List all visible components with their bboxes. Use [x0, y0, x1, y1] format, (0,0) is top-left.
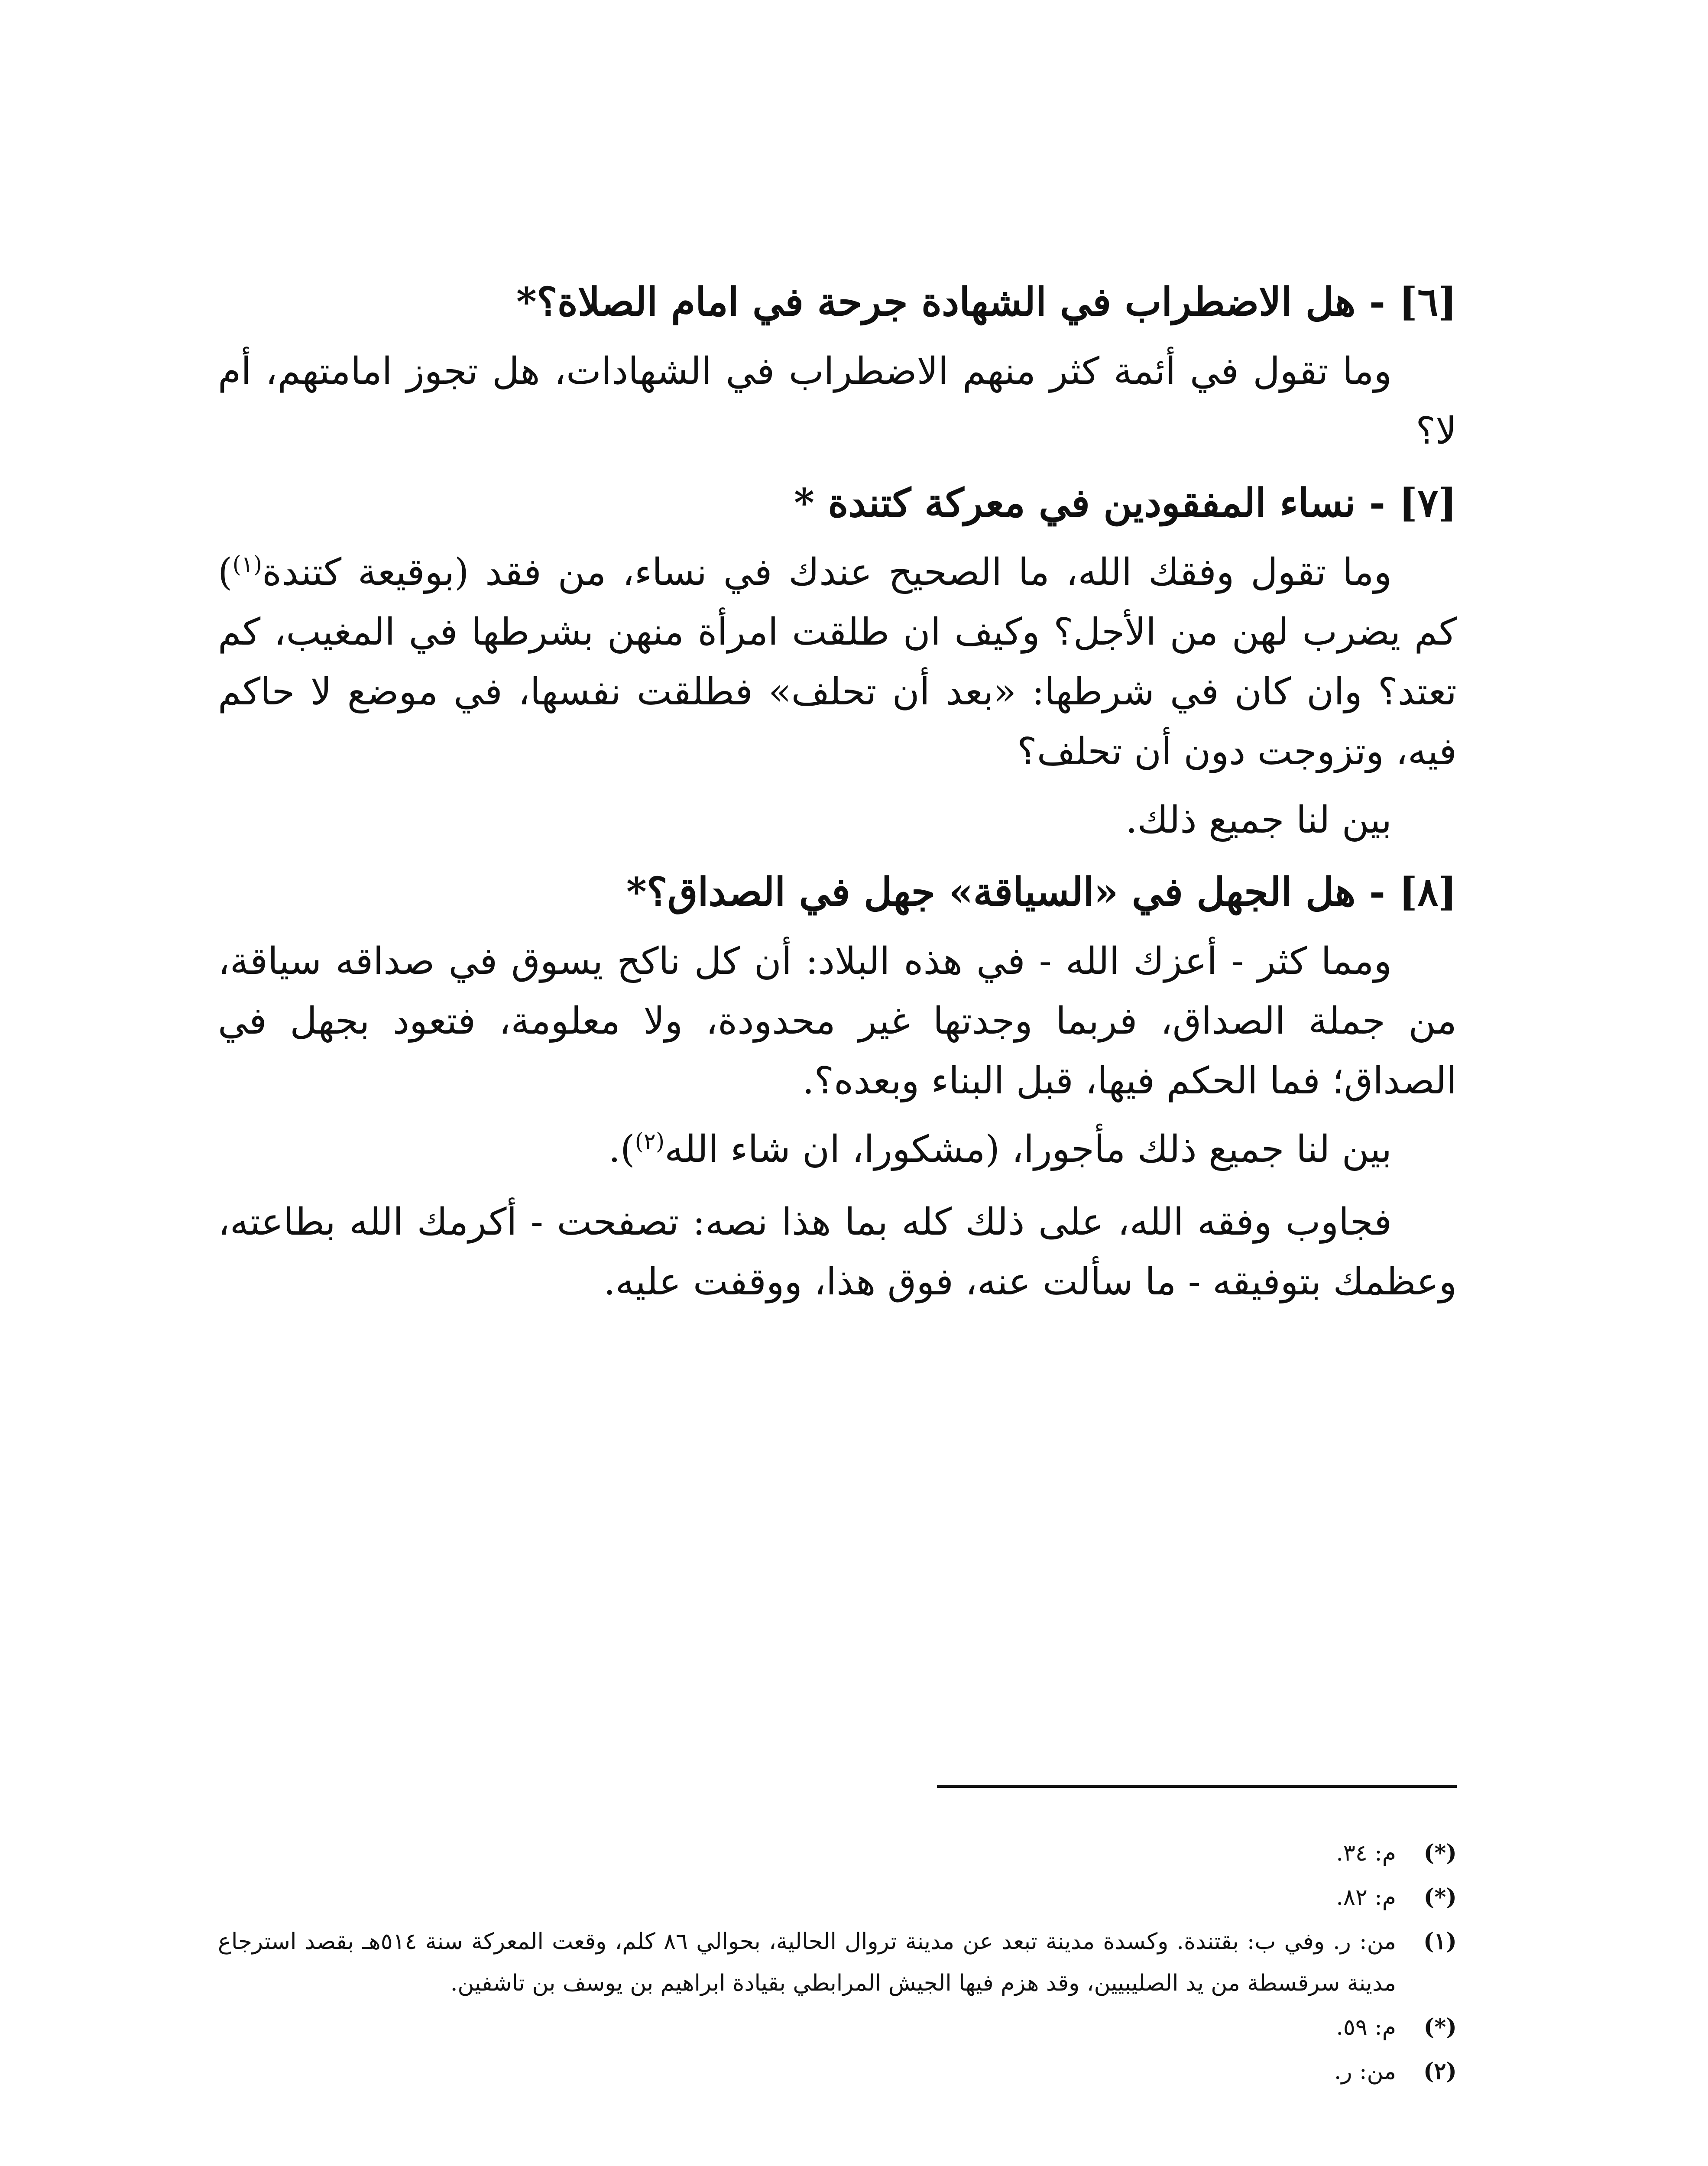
footnote-item: [218, 1832, 1457, 1874]
footnote-text: م: ٣٤.: [1336, 1840, 1396, 1866]
section-8-heading: [٨] - هل الجهل في «السياقة» جهل في الصداق؟*: [626, 869, 1457, 915]
footnote-text: من: ر.: [1334, 2059, 1396, 2085]
footnote-text: م: ٥٩.: [1336, 2014, 1396, 2040]
main-text: [218, 260, 1457, 1320]
footnote-item: [218, 2051, 1457, 2092]
footnote-item: [218, 1877, 1457, 1918]
section-7-text-part-1: وما تقول وفقك الله، ما الصحيح عندك في نساء، من فقد (بوقيعة كتندة: [262, 551, 1392, 594]
footnote-mark: (١): [1423, 1928, 1457, 1955]
section-7-paragraph: [218, 542, 1457, 781]
section-8-closing: [218, 1119, 1457, 1179]
section-8-closing-part-2: ).: [608, 1128, 635, 1171]
section-7-text-part-2: ) كم يضرب لهن من الأجل؟ وكيف ان طلقت امرأة منهن بشرطها في المغيب، كم تعتد؟ وان كان في شرطها: «بعد أن تحلف» فطلقت نفسها، في موضع لا حاكم فيه، وتزوجت دون أن تحلف؟: [218, 551, 1457, 773]
section-8-closing-part-1: بين لنا جميع ذلك مأجورا، (مشكورا، ان شاء الله: [664, 1128, 1392, 1171]
footnote-divider: [937, 1785, 1457, 1788]
footnote-mark: (*): [1423, 1884, 1457, 1910]
footnote-item: [218, 2007, 1457, 2048]
footnote-item: [218, 1921, 1457, 2004]
answer-paragraph: فجاوب وفقه الله، على ذلك كله بما هذا نصه: تصفحت - أكرمك الله بطاعته، وعظمك بتوفيقه - ما سألت عنه، فوق هذا، ووقفت عليه.: [218, 1200, 1457, 1303]
footnote-text: م: ٨٢.: [1336, 1884, 1396, 1910]
section-7-heading: [٧] - نساء المفقودين في معركة كتندة *: [794, 480, 1457, 526]
section-6-heading: [٦] - هل الاضطراب في الشهادة جرحة في امام الصلاة؟*: [516, 279, 1457, 325]
footnote-text: من: ر. وفي ب: بقتندة. وكسدة مدينة تبعد عن مدينة تروال الحالية، بحوالي ٨٦ كلم، وقعت المعركة سنة ٥١٤هـ بقصد استرجاع مدينة سرقسطة من يد الصليبيين، وقد هزم فيها الجيش المرابطي بقيادة ابراهيم بن يوسف بن تاشفين.: [218, 1929, 1397, 1996]
footnote-ref-2: (٢): [635, 1128, 665, 1155]
footnote-mark: (٢): [1423, 2058, 1457, 2085]
section-7-closing: بين لنا جميع ذلك.: [1125, 798, 1392, 842]
footnotes: [218, 1832, 1457, 2095]
section-6-paragraph: وما تقول في أئمة كثر منهم الاضطراب في الشهادات، هل تجوز امامتهم، أم لا؟: [218, 350, 1457, 453]
footnote-ref-1: (١): [232, 551, 263, 578]
footnote-mark: (*): [1423, 1840, 1457, 1866]
footnote-mark: (*): [1423, 2014, 1457, 2040]
section-8-paragraph: ومما كثر - أعزك الله - في هذه البلاد: أن كل ناكح يسوق في صداقه سياقة، من جملة الصداق، فربما وجدتها غير محدودة، ولا معلومة، فتعود بجهل في الصداق؛ فما الحكم فيها، قبل البناء وبعده؟.: [218, 940, 1457, 1102]
